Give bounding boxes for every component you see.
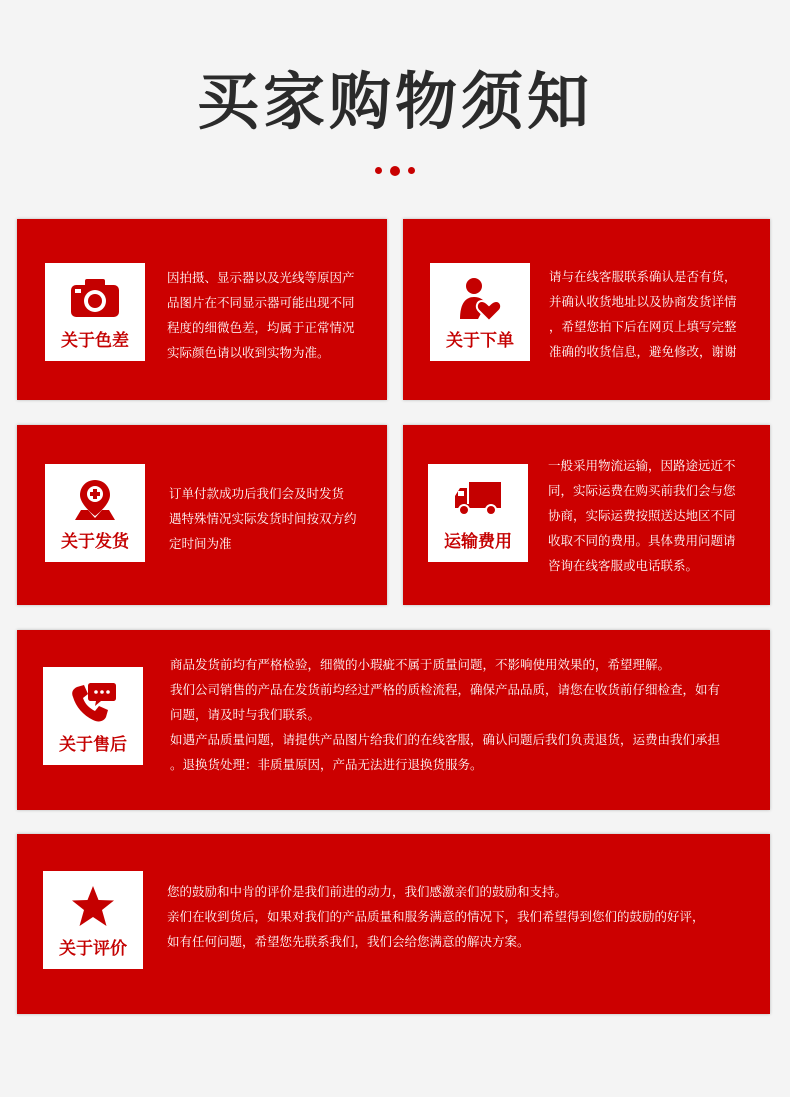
section-label: 关于色差	[61, 331, 129, 351]
section-text	[167, 265, 377, 365]
text-line: 程度的细微色差，均属于正常情况	[167, 320, 355, 335]
card-reviews	[17, 834, 770, 1014]
text-line: 一般采用物流运输，因路途远近不	[548, 458, 736, 473]
icon-box-ordering	[430, 263, 530, 361]
text-line: 。退换货处理：非质量原因，产品无法进行退换货服务。	[170, 757, 483, 772]
section-label: 关于评价	[59, 939, 127, 959]
section-label: 运输费用	[444, 532, 512, 552]
card-after-sales	[17, 630, 770, 810]
phone-chat-icon	[69, 681, 117, 727]
section-text	[167, 879, 759, 954]
section-text	[549, 264, 761, 364]
text-line: 协商，实际运费按照送达地区不同	[548, 508, 736, 523]
text-line: 实际颜色请以收到实物为准。	[167, 345, 330, 360]
icon-box-shipping	[45, 464, 145, 562]
section-text	[169, 481, 379, 556]
text-line: 亲们在收到货后，如果对我们的产品质量和服务满意的情况下，我们希望得到您们的鼓励的好评，	[167, 909, 705, 924]
text-line: 定时间为准	[169, 536, 232, 551]
icon-box-reviews	[43, 871, 143, 969]
text-line: 您的鼓励和中肯的评价是我们前进的动力，我们感激亲们的鼓励和支持。	[167, 884, 568, 899]
text-line: 准确的收货信息，避免修改，谢谢	[549, 344, 737, 359]
text-line: 遇特殊情况实际发货时间按双方约	[169, 511, 357, 526]
icon-box-transport-fee	[428, 464, 528, 562]
text-line: 订单付款成功后我们会及时发货	[169, 486, 345, 501]
section-label: 关于售后	[59, 735, 127, 755]
text-line: 我们公司销售的产品在发货前均经过严格的质检流程，确保产品品质，请您在收货前仔细检查，如有	[170, 682, 721, 697]
text-line: 收取不同的费用。具体费用问题请	[548, 533, 736, 548]
camera-icon	[69, 277, 121, 319]
card-shipping	[17, 425, 387, 605]
section-text	[170, 652, 762, 777]
text-line: ，希望您拍下后在网页上填写完整	[549, 319, 737, 334]
text-line: 如遇产品质量问题，请提供产品图片给我们的在线客服，确认问题后我们负责退货，运费由我们承担	[170, 732, 721, 747]
section-label: 关于下单	[446, 331, 514, 351]
text-line: 请与在线客服联系确认是否有货，	[549, 269, 737, 284]
text-line: 问题，请及时与我们联系。	[170, 707, 321, 722]
icon-box-after-sales	[43, 667, 143, 765]
text-line: 并确认收货地址以及协商发货详情	[549, 294, 737, 309]
star-icon	[71, 885, 115, 927]
user-heart-icon	[458, 277, 502, 323]
title-divider-dots	[0, 160, 790, 179]
card-ordering	[403, 219, 770, 400]
text-line: 品图片在不同显示器可能出现不同	[167, 295, 355, 310]
text-line: 咨询在线客服或电话联系。	[548, 558, 699, 573]
map-location-icon	[73, 478, 117, 522]
page-title: 买家购物须知	[196, 65, 593, 138]
text-line: 商品发货前均有严格检验，细微的小瑕疵不属于质量问题，不影响使用效果的，希望理解。	[170, 657, 671, 672]
text-line: 同，实际运费在购买前我们会与您	[548, 483, 736, 498]
text-line: 如有任何问题，希望您先联系我们，我们会给您满意的解决方案。	[167, 934, 530, 949]
icon-box-color-difference	[45, 263, 145, 361]
section-label: 关于发货	[61, 532, 129, 552]
truck-icon	[453, 478, 503, 518]
card-transport-fee	[403, 425, 770, 605]
card-color-difference	[17, 219, 387, 400]
section-text	[548, 453, 762, 578]
text-line: 因拍摄、显示器以及光线等原因产	[167, 270, 355, 285]
